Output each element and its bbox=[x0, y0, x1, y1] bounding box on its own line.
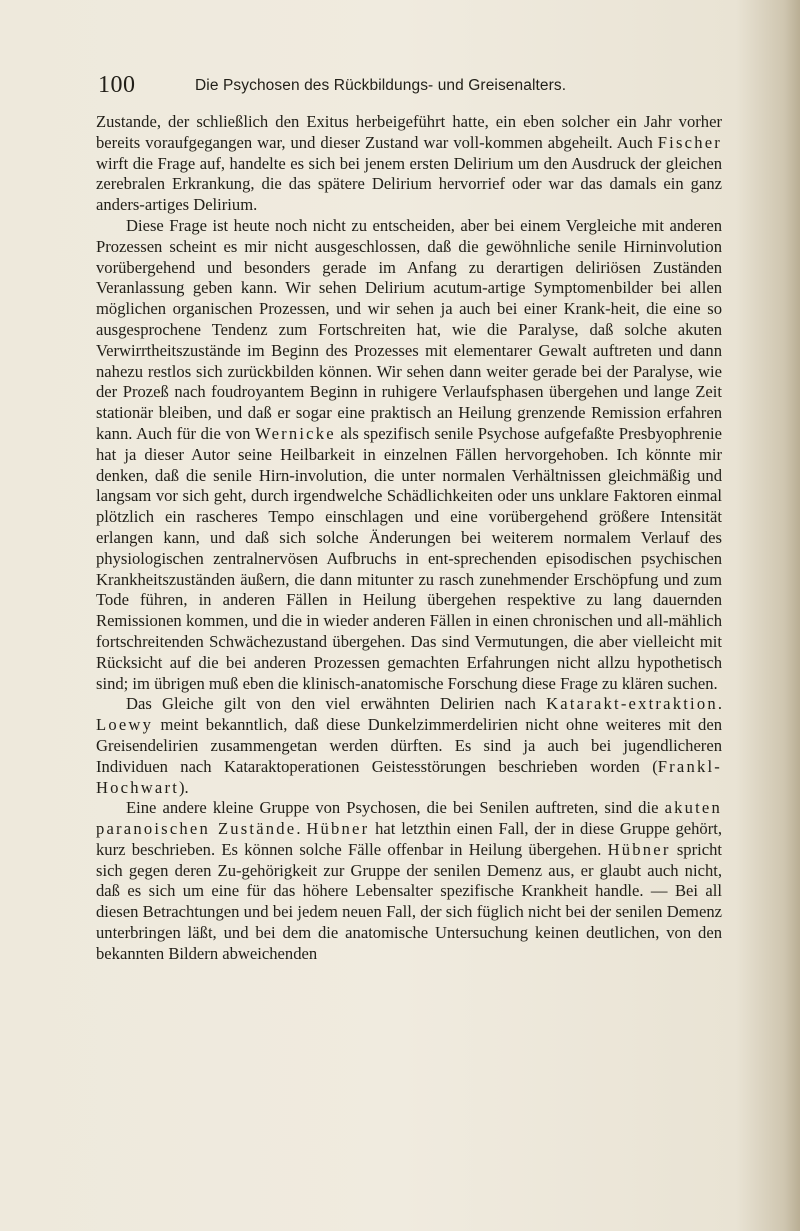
text-run: . bbox=[296, 819, 307, 839]
text-run: . bbox=[717, 694, 722, 714]
page-number: 100 bbox=[98, 72, 136, 98]
body-text bbox=[96, 112, 722, 965]
paragraph-p2 bbox=[96, 216, 722, 694]
text-run: Eine andere kleine Gruppe von Psychosen, die bei Senilen auftreten, sind die bbox=[126, 798, 665, 818]
text-run: Diese Frage ist heute noch nicht zu entscheiden, aber bei einem Vergleiche mit anderen Prozessen scheint es mir nicht ausgeschlossen, daß die gewöhnliche senile Hirninvolution vorübergehend und besonders gerade im Anfang zu derartigen deliriösen Zuständen Veranlassung geben kann. Wir sehen Delirium acutum-artige Symptomenbilder bei allen möglichen organischen Prozessen, und wir sehen ja auch bei einer Krank-heit, die eine so ausgesprochene Tendenz zum Fortschreiten hat, wie die Paralyse, daß solche akuten Verwirrtheitszustände im Beginn des Prozesses mit elementarer Gewalt auftreten und dann nahezu restlos sich zurückbilden können. Wir sehen dann weiter gerade bei der Paralyse, wie der Prozeß nach foudroyantem Beginn in ruhigere Verlaufsphasen übergehen und lange Zeit stationär bleiben, und daß er sogar eine praktisch an Heilung grenzende Remission erfahren kann. Auch für die von bbox=[96, 215, 722, 443]
paragraph-p4 bbox=[96, 798, 722, 964]
spaced-name: akuten paranoischen Zustände bbox=[96, 798, 722, 839]
text-run: Das Gleiche gilt von den viel erwähnten Delirien nach bbox=[126, 694, 547, 714]
spaced-name: Hübner bbox=[607, 839, 671, 859]
text-run: hat letzthin einen Fall, der in diese Gruppe gehört, kurz beschrieben. Es können solche Fälle offenbar in Heilung übergehen. bbox=[96, 819, 723, 859]
text-run: Zustande, der schließlich den Exitus herbeigeführt hatte, ein eben solcher ein Jahr vorher bereits voraufgegangen war, und dieser Zustand war voll-kommen abgeheilt. Auch bbox=[96, 112, 722, 152]
text-run: ). bbox=[179, 777, 189, 797]
spaced-name: Wernicke bbox=[255, 423, 336, 443]
running-head: Die Psychosen des Rückbildungs- und Greisenalters. bbox=[195, 77, 567, 94]
paragraph-p1 bbox=[96, 112, 722, 216]
text-run: wirft die Frage auf, handelte es sich bei jenem ersten Delirium um den Ausdruck der gleichen zerebralen Erkrankung, die das spätere Delirium hervorrief oder war das damals ein ganz anders-artiges Delirium. bbox=[96, 153, 722, 215]
spaced-name: Katarakt-extraktion bbox=[546, 694, 718, 714]
spaced-name: Loewy bbox=[96, 715, 154, 735]
text-run: meint bekanntlich, daß diese Dunkelzimmerdelirien nicht ohne weiteres mit den Greisendelirien zusammengetan werden dürften. Es sind ja auch bei jugendlicheren Individuen nach Kataraktoperationen Geistesstörungen beschrieben worden ( bbox=[96, 715, 722, 776]
text-run: als spezifisch senile Psychose aufgefaßte Presbyophrenie hat ja dieser Autor seine Heilbarkeit in einzelnen Fällen hervorgehoben. Ich könnte mir denken, daß die senile Hirn-involution, die unter normalen Verhältnissen gleichmäßig und langsam vor sich geht, durch irgendwelche Schädlichkeiten oder uns unklare Faktoren einmal plötzlich ein rascheres Tempo einschlagen und eine vorübergehend größere Intensität erlangen kann, und daß sich solche Änderungen bei weiterem normalem Verlauf des physiologischen zentralnervösen Aufbruchs in ent-sprechenden episodischen psychischen Krankheitszuständen äußern, die dann mitunter zu rasch zunehmender Erschöpfung und zum Tode führen, in anderen Fällen in Heilung übergehen respektive zu lang dauernden Remissionen kommen, und die in wieder anderen Fällen in einen chronischen und all-mählich fortschreitenden Schwächezustand übergehen. Das sind Vermutungen, die aber vielleicht mit Rücksicht auf die bei anderen Prozessen gemachten Erfahrungen nicht allzu hypothetisch sind; im übrigen muß eben die klinisch-anatomische Forschung diese Frage zu klären suchen. bbox=[96, 423, 722, 693]
page-header bbox=[98, 72, 718, 98]
spaced-name: Fischer bbox=[657, 132, 722, 152]
paragraph-p3 bbox=[96, 694, 722, 798]
spaced-name: Frankl-Hochwart bbox=[96, 756, 722, 797]
spaced-name: Hübner bbox=[306, 819, 370, 839]
text-run: spricht sich gegen deren Zu-gehörigkeit zur Gruppe der senilen Demenz aus, er glaubt auch nicht, daß es sich um eine für das höhere Lebensalter spezifische Krankheit handle. — Bei all diesen Betrachtungen und bei jedem neuen Fall, der sich füglich nicht bei der senilen Demenz unterbringen läßt, und bei dem die anatomische Untersuchung keinen deutlichen, von den bekannten Bildern abweichenden bbox=[96, 839, 723, 963]
